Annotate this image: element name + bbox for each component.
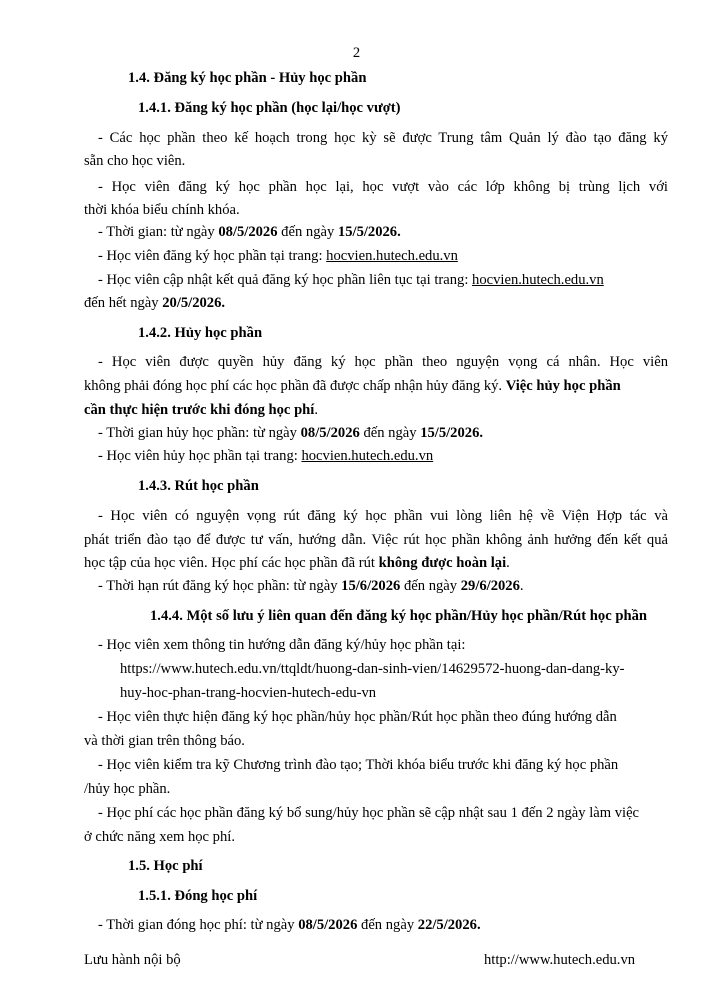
section-heading-1-4-3: 1.4.3. Rút học phần [138, 478, 259, 494]
paragraph-1-4-2-line3: cần thực hiện trước khi đóng học phí. [84, 402, 319, 418]
registration-time: - Thời gian: từ ngày 08/5/2026 đến ngày 15/5/2026. [98, 224, 401, 240]
paragraph-1-4-1-a-line1: - Các học phần theo kế hoạch trong học kỳ sẽ được Trung tâm Quản lý đào tạo đăng ký [98, 130, 668, 146]
section-heading-1-4: 1.4. Đăng ký học phần - Hủy học phần [128, 70, 367, 86]
registration-site: - Học viên đăng ký học phần tại trang: hocvien.hutech.edu.vn [98, 248, 458, 264]
note-4-line2: ở chức năng xem học phí. [84, 829, 235, 845]
paragraph-1-4-3-line3: học tập của học viên. Học phí các học phần đã rút không được hoàn lại. [84, 555, 510, 571]
section-heading-1-5-1: 1.5.1. Đóng học phí [138, 888, 258, 904]
update-link[interactable]: hocvien.hutech.edu.vn [472, 272, 604, 288]
registration-update-line2: đến hết ngày 20/5/2026. [84, 295, 226, 311]
paragraph-1-4-2-line2: không phải đóng học phí các học phần đã được chấp nhận hủy đăng ký. Việc hủy học phần [84, 378, 621, 394]
paragraph-1-4-1-b-line1: - Học viên đăng ký học phần học lại, học vượt vào các lớp không bị trùng lịch với [98, 179, 668, 195]
tuition-time: - Thời gian đóng học phí: từ ngày 08/5/2026 đến ngày 22/5/2026. [98, 917, 481, 933]
note-4-line1: - Học phí các học phần đăng ký bổ sung/hủy học phần sẽ cập nhật sau 1 đến 2 ngày làm việc [98, 805, 640, 821]
paragraph-1-4-1-b-line2: thời khóa biểu chính khóa. [84, 202, 240, 218]
register-link[interactable]: hocvien.hutech.edu.vn [326, 248, 458, 264]
paragraph-1-4-3-line2: phát triển đào tạo để được tư vấn, hướng dẫn. Việc rút học phần không ảnh hưởng đến kết quả [84, 532, 668, 548]
section-heading-1-5: 1.5. Học phí [128, 858, 203, 874]
guide-url-line2[interactable]: huy-hoc-phan-trang-hocvien-hutech-edu-vn [120, 685, 377, 701]
section-heading-1-4-1: 1.4.1. Đăng ký học phần (học lại/học vượt) [138, 100, 401, 116]
page-number: 2 [352, 45, 361, 61]
note-3-line1: - Học viên kiểm tra kỹ Chương trình đào tạo; Thời khóa biểu trước khi đăng ký học phần [98, 757, 619, 773]
registration-update-line1: - Học viên cập nhật kết quả đăng ký học phần liên tục tại trang: hocvien.hutech.edu.vn [98, 272, 604, 288]
paragraph-1-4-3-line1: - Học viên có nguyện vọng rút đăng ký học phần vui lòng liên hệ về Viện Hợp tác và [98, 508, 668, 524]
cancel-link[interactable]: hocvien.hutech.edu.vn [301, 448, 434, 464]
cancel-time: - Thời gian hủy học phần: từ ngày 08/5/2026 đến ngày 15/5/2026. [98, 425, 484, 441]
note-1: - Học viên xem thông tin hướng dẫn đăng ký/hủy học phần tại: [98, 637, 466, 653]
note-2-line2: và thời gian trên thông báo. [84, 733, 245, 749]
note-2-line1: - Học viên thực hiện đăng ký học phần/hủy học phần/Rút học phần theo đúng hướng dẫn [98, 709, 617, 725]
paragraph-1-4-2-line1: - Học viên được quyền hủy đăng ký học phần theo nguyện vọng cá nhân. Học viên [98, 354, 668, 370]
note-3-line2: /hủy học phần. [84, 781, 171, 797]
footer-internal-note: Lưu hành nội bộ [84, 952, 181, 968]
footer-website-link[interactable]: http://www.hutech.edu.vn [484, 952, 636, 968]
paragraph-1-4-1-a-line2: sẵn cho học viên. [84, 153, 186, 169]
guide-url-line1[interactable]: https://www.hutech.edu.vn/ttqldt/huong-dan-sinh-vien/14629572-huong-dan-dang-ky- [120, 661, 625, 677]
section-heading-1-4-4: 1.4.4. Một số lưu ý liên quan đến đăng ký học phần/Hủy học phần/Rút học phần [150, 608, 647, 624]
cancel-site: - Học viên hủy học phần tại trang: hocvien.hutech.edu.vn [98, 448, 434, 464]
section-heading-1-4-2: 1.4.2. Hủy học phần [138, 325, 263, 341]
withdraw-time: - Thời hạn rút đăng ký học phần: từ ngày 15/6/2026 đến ngày 29/6/2026. [98, 578, 524, 594]
